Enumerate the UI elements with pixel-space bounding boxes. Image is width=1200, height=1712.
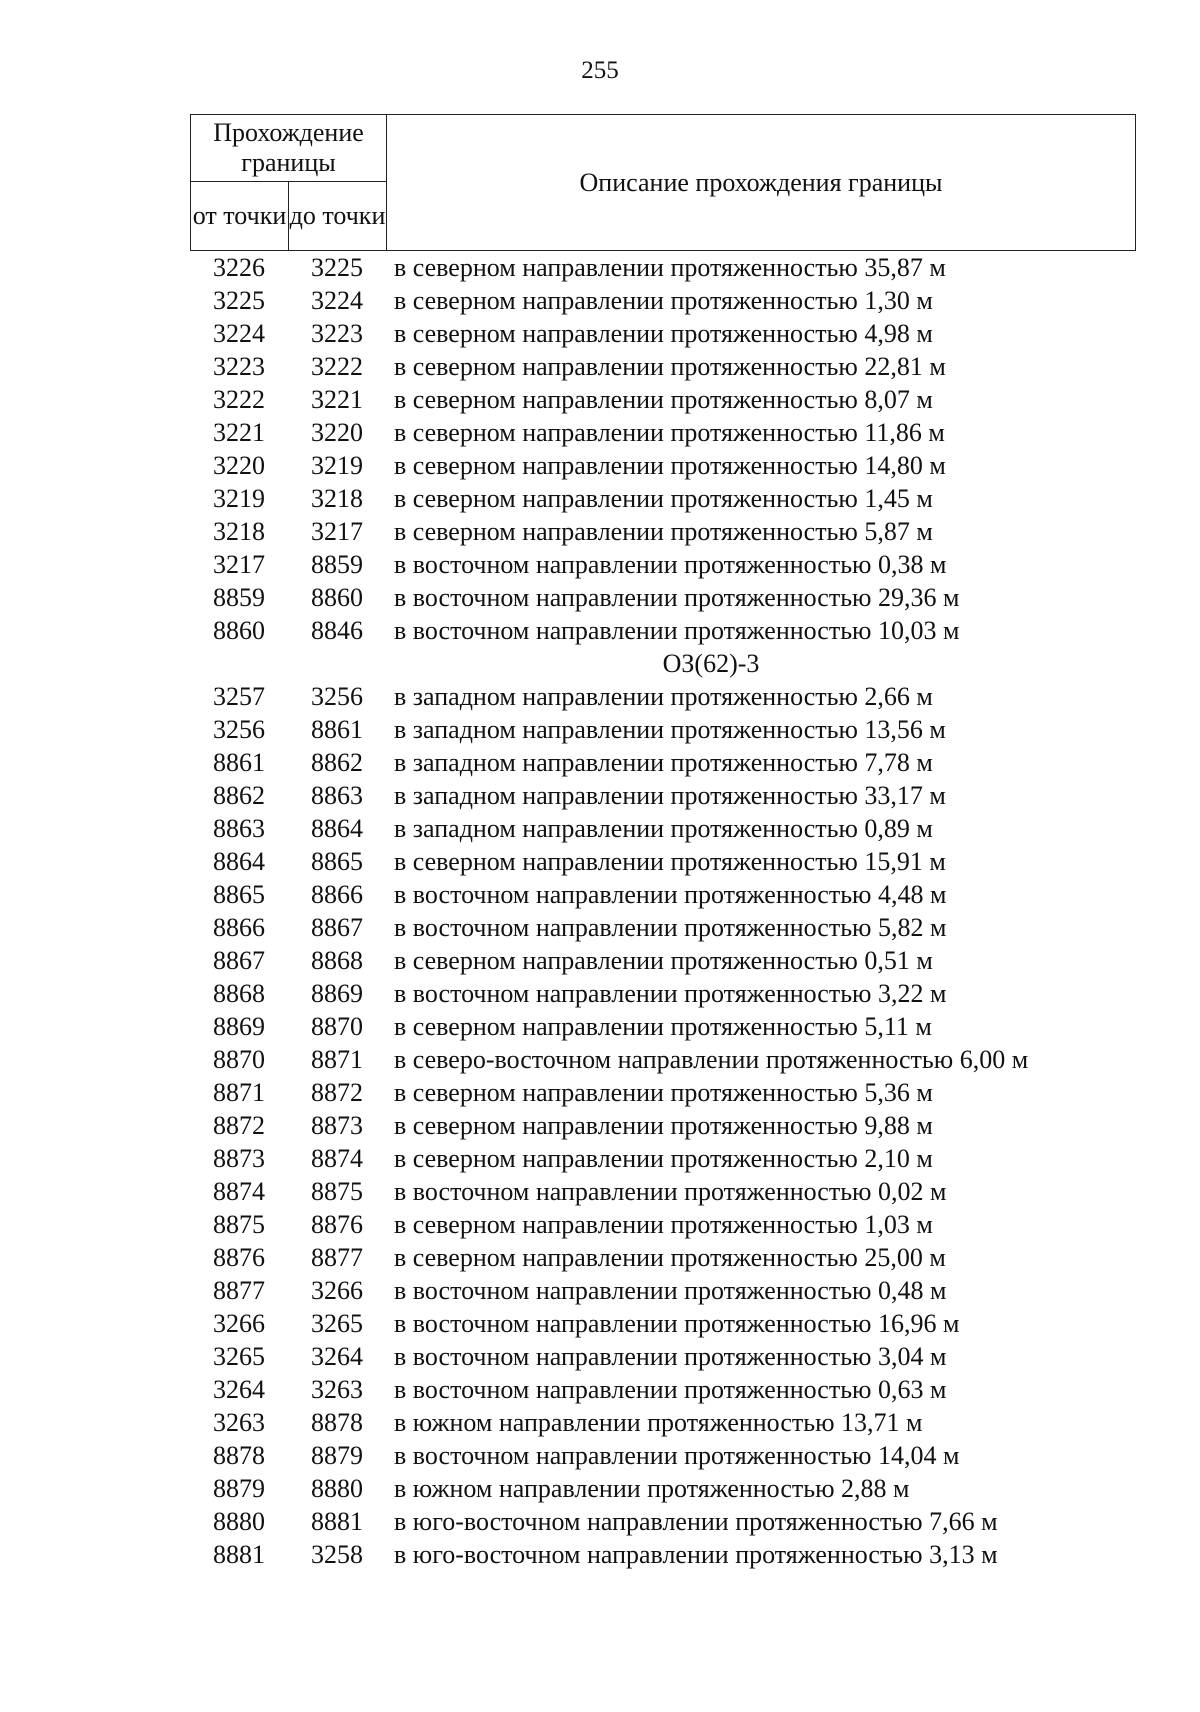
from-point-cell: 3266 xyxy=(213,1308,265,1338)
table-row xyxy=(190,1274,1136,1307)
description-cell: в восточном направлении протяженностью 10,03 м xyxy=(394,615,960,645)
to-point-cell: 8879 xyxy=(311,1440,363,1470)
table-row xyxy=(190,1406,1136,1439)
description-cell: в восточном направлении протяженностью 3,22 м xyxy=(394,978,947,1008)
description-cell: в восточном направлении протяженностью 5,82 м xyxy=(394,912,947,942)
description-cell: в восточном направлении протяженностью 0,63 м xyxy=(394,1374,947,1404)
table-row xyxy=(190,614,1136,647)
table-row xyxy=(190,515,1136,548)
header-from-point: от точки xyxy=(191,182,289,251)
from-point-cell: 3264 xyxy=(213,1374,265,1404)
description-cell: в северном направлении протяженностью 5,11 м xyxy=(394,1011,932,1041)
table-row xyxy=(190,977,1136,1010)
table-row xyxy=(190,482,1136,515)
description-cell: в восточном направлении протяженностью 0,38 м xyxy=(394,549,947,579)
from-point-cell: 8865 xyxy=(213,879,265,909)
description-cell: в северном направлении протяженностью 15,91 м xyxy=(394,846,946,876)
table-body xyxy=(190,251,1136,1571)
table-row xyxy=(190,1505,1136,1538)
to-point-cell: 3218 xyxy=(311,483,363,513)
from-point-cell: 3226 xyxy=(213,252,265,282)
to-point-cell: 3222 xyxy=(311,351,363,381)
from-point-cell: 8872 xyxy=(213,1110,265,1140)
table-row xyxy=(190,1076,1136,1109)
table-row xyxy=(190,449,1136,482)
description-cell: в северном направлении протяженностью 22,81 м xyxy=(394,351,946,381)
description-cell: в западном направлении протяженностью 7,78 м xyxy=(394,747,933,777)
from-point-cell: 3265 xyxy=(213,1341,265,1371)
to-point-cell: 8877 xyxy=(311,1242,363,1272)
description-cell: в западном направлении протяженностью 2,66 м xyxy=(394,681,933,711)
description-cell: в северном направлении протяженностью 5,36 м xyxy=(394,1077,933,1107)
from-point-cell: 3222 xyxy=(213,384,265,414)
to-point-cell: 8863 xyxy=(311,780,363,810)
table-row xyxy=(190,581,1136,614)
description-cell: в западном направлении протяженностью 0,89 м xyxy=(394,813,933,843)
description-cell: в южном направлении протяженностью 2,88 м xyxy=(394,1473,910,1503)
to-point-cell: 8866 xyxy=(311,879,363,909)
table-row xyxy=(190,1340,1136,1373)
to-point-cell: 8880 xyxy=(311,1473,363,1503)
from-point-cell: 8859 xyxy=(213,582,265,612)
description-cell: в восточном направлении протяженностью 3,04 м xyxy=(394,1341,947,1371)
description-cell: в северном направлении протяженностью 35,87 м xyxy=(394,252,946,282)
from-point-cell: 8867 xyxy=(213,945,265,975)
to-point-cell: 3221 xyxy=(311,384,363,414)
description-cell: в северном направлении протяженностью 5,87 м xyxy=(394,516,933,546)
to-point-cell: 8864 xyxy=(311,813,363,843)
table-row xyxy=(190,779,1136,812)
from-point-cell: 3219 xyxy=(213,483,265,513)
description-cell: в западном направлении протяженностью 33,17 м xyxy=(394,780,946,810)
table-row xyxy=(190,1472,1136,1505)
from-point-cell: 3263 xyxy=(213,1407,265,1437)
from-point-cell: 8861 xyxy=(213,747,265,777)
to-point-cell: 3220 xyxy=(311,417,363,447)
description-cell: в восточном направлении протяженностью 29,36 м xyxy=(394,582,960,612)
from-point-cell: 8874 xyxy=(213,1176,265,1206)
table-row xyxy=(190,350,1136,383)
description-cell: в северном направлении протяженностью 25,00 м xyxy=(394,1242,946,1272)
header-to-point: до точки xyxy=(289,182,387,251)
from-point-cell: 8873 xyxy=(213,1143,265,1173)
table-row xyxy=(190,1241,1136,1274)
from-point-cell: 3224 xyxy=(213,318,265,348)
table-row xyxy=(190,383,1136,416)
from-point-cell: 8860 xyxy=(213,615,265,645)
from-point-cell: 8878 xyxy=(213,1440,265,1470)
table-row xyxy=(190,284,1136,317)
table-row xyxy=(190,317,1136,350)
description-cell: в южном направлении протяженностью 13,71 м xyxy=(394,1407,923,1437)
to-point-cell: 3256 xyxy=(311,681,363,711)
description-cell: в юго-восточном направлении протяженностью 7,66 м xyxy=(394,1506,998,1536)
to-point-cell: 8881 xyxy=(311,1506,363,1536)
to-point-cell: 3266 xyxy=(311,1275,363,1305)
to-point-cell: 8862 xyxy=(311,747,363,777)
from-point-cell: 8876 xyxy=(213,1242,265,1272)
to-point-cell: 8859 xyxy=(311,549,363,579)
to-point-cell: 8870 xyxy=(311,1011,363,1041)
from-point-cell: 3221 xyxy=(213,417,265,447)
from-point-cell: 8880 xyxy=(213,1506,265,1536)
table-row xyxy=(190,812,1136,845)
page-number: 255 xyxy=(581,57,619,84)
table-row xyxy=(190,251,1136,284)
to-point-cell: 3224 xyxy=(311,285,363,315)
table-row xyxy=(190,1439,1136,1472)
to-point-cell: 3223 xyxy=(311,318,363,348)
header-description: Описание прохождения границы xyxy=(387,115,1136,251)
table-row xyxy=(190,1175,1136,1208)
from-point-cell: 8866 xyxy=(213,912,265,942)
description-cell: в северо-восточном направлении протяженностью 6,00 м xyxy=(394,1044,1029,1074)
table-row xyxy=(190,713,1136,746)
from-point-cell: 3218 xyxy=(213,516,265,546)
description-cell: в восточном направлении протяженностью 0,02 м xyxy=(394,1176,947,1206)
table-row xyxy=(190,1307,1136,1340)
to-point-cell: 8861 xyxy=(311,714,363,744)
to-point-cell: 3264 xyxy=(311,1341,363,1371)
description-cell: в северном направлении протяженностью 4,98 м xyxy=(394,318,933,348)
table-row xyxy=(190,911,1136,944)
to-point-cell: 3263 xyxy=(311,1374,363,1404)
header-boundary-passage: Прохождение границы xyxy=(191,115,387,182)
from-point-cell: 8864 xyxy=(213,846,265,876)
table-row xyxy=(190,1142,1136,1175)
section-title: ОЗ(62)-3 xyxy=(662,648,760,678)
description-cell: в северном направлении протяженностью 8,07 м xyxy=(394,384,933,414)
table-row xyxy=(190,1043,1136,1076)
to-point-cell: 8875 xyxy=(311,1176,363,1206)
table-row xyxy=(190,1109,1136,1142)
from-point-cell: 3217 xyxy=(213,549,265,579)
from-point-cell: 8871 xyxy=(213,1077,265,1107)
description-cell: в северном направлении протяженностью 1,45 м xyxy=(394,483,933,513)
from-point-cell: 8879 xyxy=(213,1473,265,1503)
to-point-cell: 8876 xyxy=(311,1209,363,1239)
from-point-cell: 8875 xyxy=(213,1209,265,1239)
to-point-cell: 3265 xyxy=(311,1308,363,1338)
description-cell: в северном направлении протяженностью 9,88 м xyxy=(394,1110,933,1140)
table-row xyxy=(190,416,1136,449)
from-point-cell: 8863 xyxy=(213,813,265,843)
from-point-cell: 3257 xyxy=(213,681,265,711)
table-row xyxy=(190,944,1136,977)
from-point-cell: 8881 xyxy=(213,1539,265,1569)
to-point-cell: 3219 xyxy=(311,450,363,480)
description-cell: в восточном направлении протяженностью 4,48 м xyxy=(394,879,947,909)
description-cell: в восточном направлении протяженностью 0,48 м xyxy=(394,1275,947,1305)
to-point-cell: 8867 xyxy=(311,912,363,942)
from-point-cell: 3225 xyxy=(213,285,265,315)
table-row xyxy=(190,1538,1136,1571)
table-row xyxy=(190,1208,1136,1241)
to-point-cell: 8871 xyxy=(311,1044,363,1074)
from-point-cell: 8869 xyxy=(213,1011,265,1041)
to-point-cell: 8865 xyxy=(311,846,363,876)
description-cell: в юго-восточном направлении протяженностью 3,13 м xyxy=(394,1539,998,1569)
description-cell: в восточном направлении протяженностью 14,04 м xyxy=(394,1440,960,1470)
to-point-cell: 8878 xyxy=(311,1407,363,1437)
from-point-cell: 8870 xyxy=(213,1044,265,1074)
section-2-rows xyxy=(190,680,1136,1571)
from-point-cell: 3223 xyxy=(213,351,265,381)
to-point-cell: 8874 xyxy=(311,1143,363,1173)
from-point-cell: 3220 xyxy=(213,450,265,480)
description-cell: в северном направлении протяженностью 2,10 м xyxy=(394,1143,933,1173)
to-point-cell: 8872 xyxy=(311,1077,363,1107)
description-cell: в северном направлении протяженностью 14,80 м xyxy=(394,450,946,480)
table-row xyxy=(190,746,1136,779)
table-row xyxy=(190,1010,1136,1043)
description-cell: в северном направлении протяженностью 11,86 м xyxy=(394,417,945,447)
table-row xyxy=(190,845,1136,878)
from-point-cell: 8877 xyxy=(213,1275,265,1305)
from-point-cell: 8868 xyxy=(213,978,265,1008)
to-point-cell: 8869 xyxy=(311,978,363,1008)
description-cell: в западном направлении протяженностью 13,56 м xyxy=(394,714,946,744)
table-row xyxy=(190,548,1136,581)
table-header xyxy=(190,114,1136,251)
to-point-cell: 3225 xyxy=(311,252,363,282)
to-point-cell: 3217 xyxy=(311,516,363,546)
table-row xyxy=(190,1373,1136,1406)
from-point-cell: 3256 xyxy=(213,714,265,744)
table-row xyxy=(190,680,1136,713)
to-point-cell: 8860 xyxy=(311,582,363,612)
description-cell: в северном направлении протяженностью 1,30 м xyxy=(394,285,933,315)
description-cell: в северном направлении протяженностью 0,51 м xyxy=(394,945,933,975)
from-point-cell: 8862 xyxy=(213,780,265,810)
to-point-cell: 8846 xyxy=(311,615,363,645)
section-1-rows xyxy=(190,251,1136,647)
table-row xyxy=(190,878,1136,911)
description-cell: в северном направлении протяженностью 1,03 м xyxy=(394,1209,933,1239)
description-cell: в восточном направлении протяженностью 16,96 м xyxy=(394,1308,960,1338)
to-point-cell: 8873 xyxy=(311,1110,363,1140)
to-point-cell: 8868 xyxy=(311,945,363,975)
to-point-cell: 3258 xyxy=(311,1539,363,1569)
